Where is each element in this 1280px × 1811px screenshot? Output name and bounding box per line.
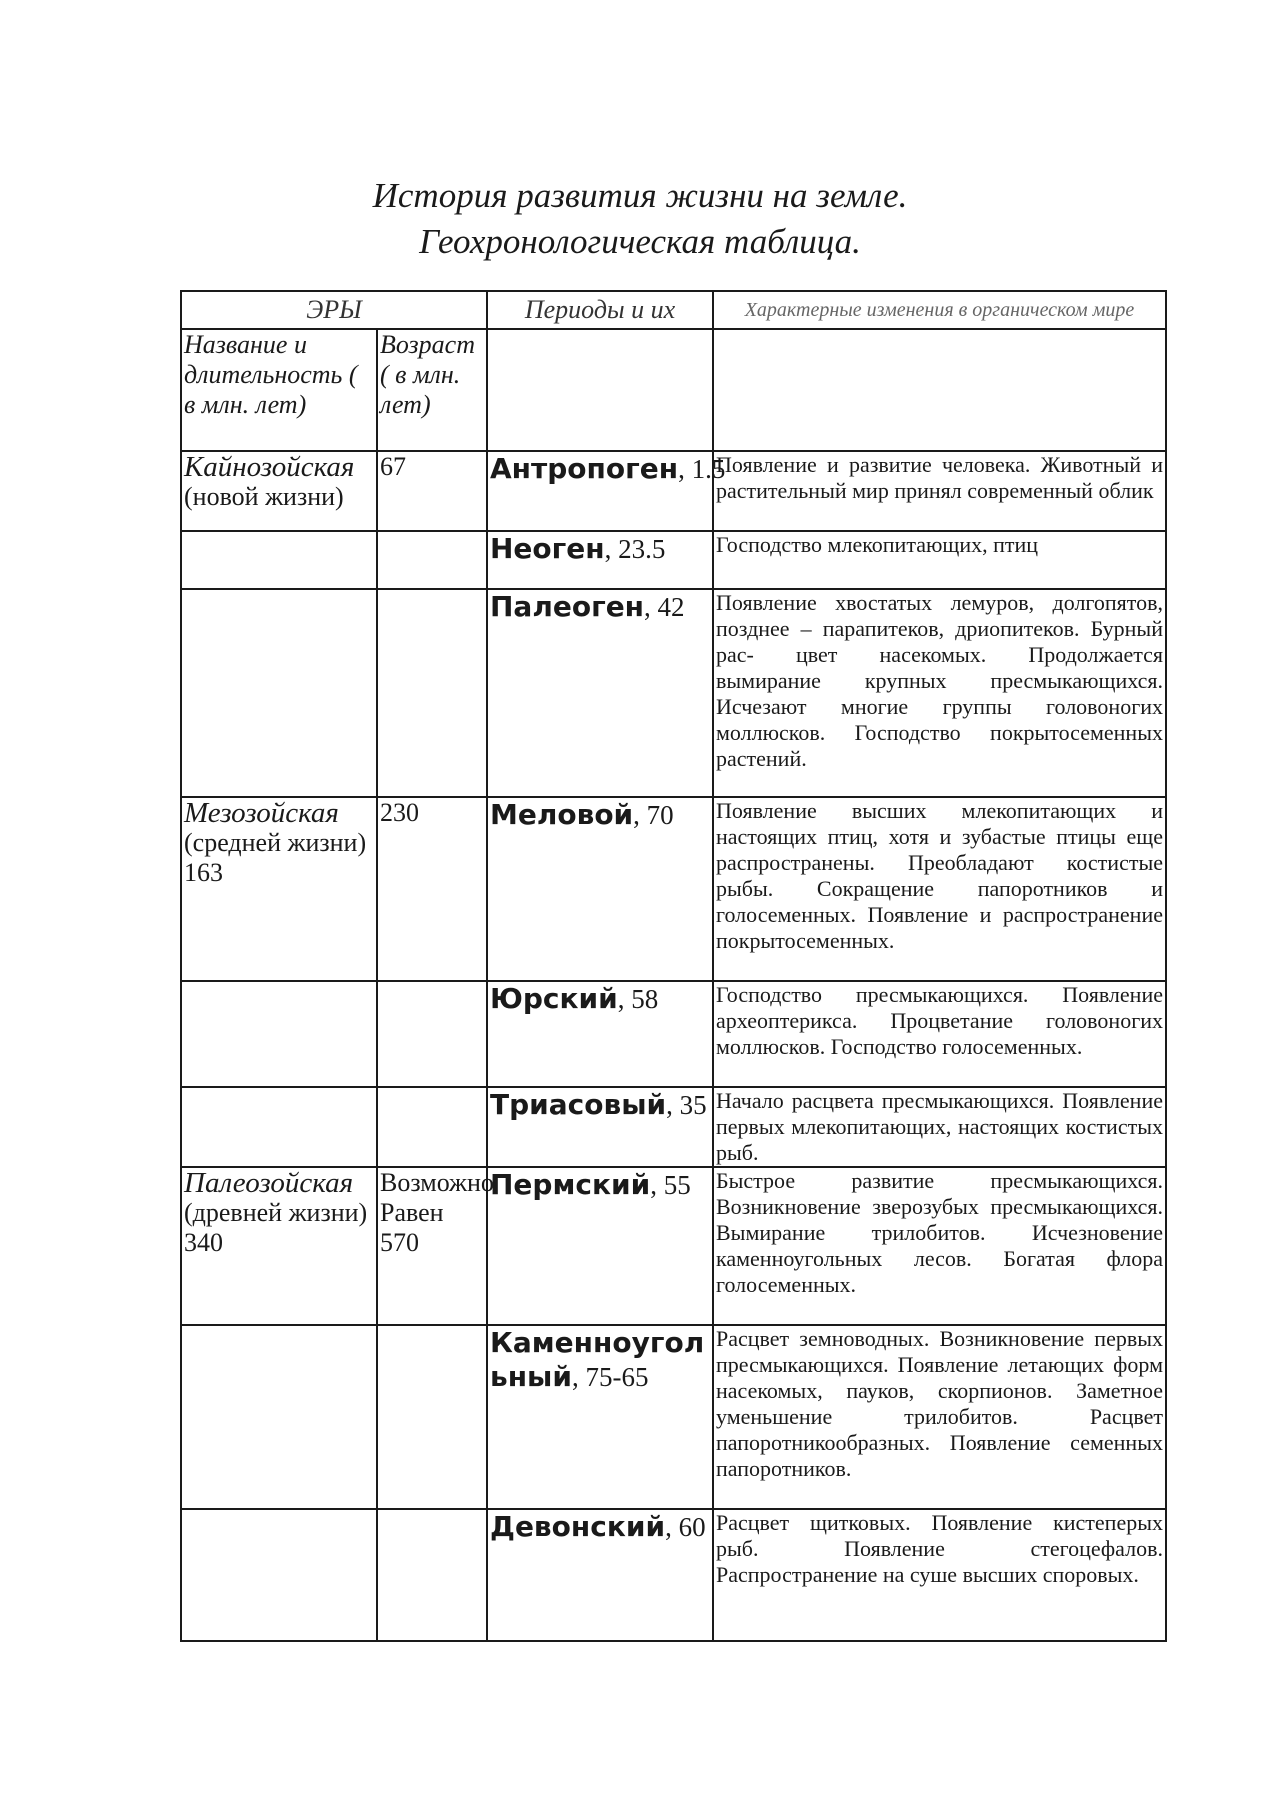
- table-row: [181, 1167, 1166, 1325]
- description-cell: [713, 1087, 1166, 1167]
- era-cell-empty: [181, 589, 377, 797]
- description-cell: [713, 451, 1166, 531]
- description-cell: [713, 589, 1166, 797]
- period-cell: Триасовый, 35: [487, 1087, 713, 1167]
- period-duration: 42: [657, 592, 685, 622]
- era-subtitle: (новой жизни): [184, 482, 344, 511]
- period-duration: 58: [631, 984, 659, 1014]
- era-age-cell: [377, 797, 487, 981]
- period-description: Появление высших млекопитающих и настоящих птиц, хотя и зубастые птицы еще распространены. Преобладают костистые рыбы. Сокращение папоротников и голосеменных. Появление и распространение покрытосеменных.: [716, 798, 1163, 953]
- table-row: [181, 1087, 1166, 1167]
- header-events-empty: [713, 329, 1166, 451]
- description-cell: [713, 1167, 1166, 1325]
- era-cell-empty: [181, 1509, 377, 1641]
- era-cell-empty: [181, 531, 377, 589]
- period-name: Палеоген: [490, 590, 645, 623]
- period-cell: Палеоген, 42: [487, 589, 713, 797]
- period-name: Неоген: [490, 532, 605, 565]
- header-name-length: Название и длительность ( в млн. лет): [181, 329, 377, 451]
- period-name: Триасовый: [490, 1088, 667, 1121]
- era-age-cell-empty: [377, 981, 487, 1087]
- period-cell: Каменноугольный, 75-65: [487, 1325, 713, 1509]
- description-cell: [713, 531, 1166, 589]
- era-length: 340: [184, 1228, 223, 1257]
- geochronological-table: [180, 290, 1167, 1642]
- table-row: [181, 451, 1166, 531]
- period-description: Расцвет земноводных. Возникновение первых пресмыкающихся. Появление летающих форм насекомых, пауков, скорпионов. Заметное уменьшение трилобитов. Расцвет папоротникообразных. Появление семенных папоротников.: [716, 1326, 1163, 1481]
- header-periods: Периоды и их: [487, 291, 713, 329]
- period-duration: 35: [679, 1090, 707, 1120]
- period-duration: 55: [663, 1170, 691, 1200]
- era-age-cell-empty: [377, 1509, 487, 1641]
- era-name: Кайнозойская: [184, 451, 355, 483]
- period-duration: 75-65: [585, 1362, 649, 1392]
- page-subtitle: Геохронологическая таблица.: [419, 222, 861, 261]
- table-row: [181, 589, 1166, 797]
- period-cell: Антропоген, 1.5: [487, 451, 713, 531]
- table-row: [181, 797, 1166, 981]
- period-cell: Пермский, 55: [487, 1167, 713, 1325]
- era-age-cell-empty: [377, 1087, 487, 1167]
- period-name: Антропоген: [490, 452, 679, 485]
- header-age: Возраст ( в млн. лет): [377, 329, 487, 451]
- era-cell-empty: [181, 981, 377, 1087]
- period-description: Господство пресмыкающихся. Появление археоптерикса. Процветание головоногих моллюсков. Господство голосеменных.: [716, 982, 1163, 1059]
- era-cell: [181, 451, 377, 531]
- description-cell: [713, 797, 1166, 981]
- table-row: [181, 1325, 1166, 1509]
- header-events: Характерные изменения в органическом мире: [713, 291, 1166, 329]
- description-cell: [713, 1325, 1166, 1509]
- period-name: Юрский: [490, 982, 618, 1015]
- table-row: [181, 531, 1166, 589]
- table-subheader-row: [181, 329, 1166, 451]
- era-age-cell: [377, 451, 487, 531]
- period-description: Появление и развитие человека. Животный и растительный мир принял современный облик: [716, 452, 1163, 503]
- table-row: [181, 981, 1166, 1087]
- description-cell: [713, 981, 1166, 1087]
- period-description: Быстрое развитие пресмыкающихся. Возникновение зверозубых пресмыкающихся. Вымирание трилобитов. Исчезновение каменноугольных лесов. Богатая флора голосеменных.: [716, 1168, 1163, 1297]
- era-name: Мезозойская: [184, 797, 339, 829]
- period-cell: Девонский, 60: [487, 1509, 713, 1641]
- period-duration: 70: [646, 800, 674, 830]
- era-age-cell: [377, 1167, 494, 1325]
- table-header-row: [181, 291, 1166, 329]
- header-period-empty: [487, 329, 713, 451]
- period-cell: Юрский, 58: [487, 981, 713, 1087]
- era-age: 230: [380, 798, 419, 827]
- period-cell: Меловой, 70: [487, 797, 713, 981]
- era-cell: [181, 797, 377, 981]
- period-duration: 60: [678, 1512, 706, 1542]
- era-length: 163: [184, 858, 223, 887]
- era-age-cell-empty: [377, 531, 487, 589]
- era-age-cell-empty: [377, 1325, 487, 1509]
- era-subtitle: (древней жизни): [184, 1198, 368, 1227]
- period-description: Господство млекопитающих, птиц: [716, 532, 1039, 557]
- period-cell: Неоген, 23.5: [487, 531, 713, 589]
- era-age-cell-empty: [377, 589, 487, 797]
- era-subtitle: (средней жизни): [184, 828, 367, 857]
- period-name: Каменноугольный: [490, 1326, 705, 1393]
- era-name: Палеозойская: [184, 1167, 354, 1199]
- period-name: Девонский: [490, 1510, 666, 1543]
- era-cell: [181, 1167, 377, 1325]
- table-row: [181, 1509, 1166, 1641]
- header-eras: ЭРЫ: [181, 291, 487, 329]
- period-description: Появление хвостатых лемуров, долгопятов, позднее – парапитеков, дриопитеков. Бурный рас- цвет насекомых. Продолжается вымирание крупных пресмыкающихся. Исчезают многие группы головоногих моллюсков. Господство покрытосеменных растений.: [716, 590, 1163, 771]
- period-name: Пермский: [490, 1168, 651, 1201]
- period-name: Меловой: [490, 798, 634, 831]
- era-cell-empty: [181, 1325, 377, 1509]
- page-title: История развития жизни на земле.: [372, 176, 908, 215]
- period-duration: 1.5: [691, 454, 726, 484]
- era-age: 67: [380, 452, 406, 481]
- period-duration: 23.5: [618, 534, 666, 564]
- period-description: Начало расцвета пресмыкающихся. Появление первых млекопитающих, настоящих костистых рыб.: [716, 1088, 1163, 1165]
- era-age: Возможно Равен 570: [380, 1168, 494, 1257]
- era-cell-empty: [181, 1087, 377, 1167]
- description-cell: [713, 1509, 1166, 1641]
- period-description: Расцвет щитковых. Появление кистеперых рыб. Появление стегоцефалов. Распространение на суше высших споровых.: [716, 1510, 1163, 1587]
